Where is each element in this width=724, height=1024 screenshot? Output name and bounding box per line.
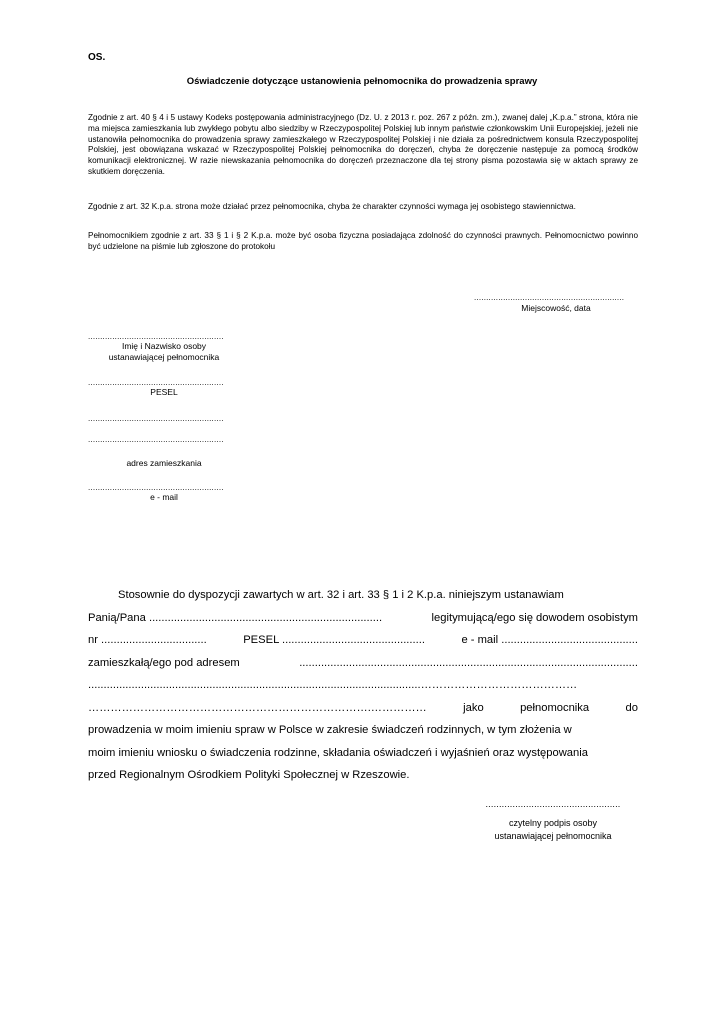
proxy-address-field[interactable]: ............................................................................................................. xyxy=(299,656,638,669)
page-title: Oświadczenie dotyczące ustanowienia pełnomocnika do prowadzenia sprawy xyxy=(186,76,538,87)
signature-label-line-1: czytelny podpis osoby xyxy=(508,818,598,828)
signature-dots: .................................................. xyxy=(485,800,621,809)
proxy-address-field-3[interactable]: ………………………………………………………………….…………… xyxy=(88,701,427,714)
statement-line-5 xyxy=(88,674,638,697)
statement-word-do: do xyxy=(625,701,638,714)
address-dots-1: ........................................................ xyxy=(88,414,224,423)
statement-line-7-text: prowadzenia w moim imieniu spraw w Polsce w zakresie świadczeń rodzinnych, w tym złożenia w xyxy=(88,724,572,736)
statement-word-pelnomocnika: pełnomocnika xyxy=(520,701,590,714)
pesel-dots: ........................................................ xyxy=(88,378,224,387)
statement-line-1 xyxy=(88,584,638,607)
name-label-line-2: ustanawiającej pełnomocnika xyxy=(108,352,220,362)
statement-line-2-text: legitymującą/ego się dowodem osobistym xyxy=(431,611,638,624)
email-field[interactable] xyxy=(88,483,240,503)
email-label: e - mail xyxy=(150,492,178,502)
name-field[interactable] xyxy=(88,332,240,363)
name-dots: ........................................................ xyxy=(88,332,224,341)
statement-line-6 xyxy=(88,697,638,720)
address-dots-2: ........................................................ xyxy=(88,435,224,444)
place-date-dots: .............................................................. xyxy=(474,293,625,302)
place-date-label: Miejscowość, data xyxy=(521,303,591,313)
statement-line-9: przed Regionalnym Ośrodkiem Polityki Społecznej w Rzeszowie. xyxy=(88,769,410,781)
statement-word-jako: jako xyxy=(463,701,484,714)
pesel-field[interactable] xyxy=(88,378,240,398)
statement-line-4 xyxy=(88,652,638,675)
id-number-field[interactable]: nr .................................. xyxy=(88,634,207,646)
proxy-address-field-2[interactable]: ...........................................................................................................…………………………………… xyxy=(88,679,578,691)
name-label-line-1: Imię i Nazwisko osoby xyxy=(121,341,207,351)
proxy-pesel-field[interactable]: PESEL .............................................. xyxy=(243,634,425,646)
statement-line-3 xyxy=(88,629,638,652)
intro-paragraph-2: Zgodnie z art. 32 K.p.a. strona może działać przez pełnomocnika, chyba że charakter czynności wymaga jej osobistego stawiennictwa. xyxy=(88,202,576,211)
email-dots: ........................................................ xyxy=(88,483,224,492)
pesel-label: PESEL xyxy=(150,387,178,397)
statement-line-1-text: Stosownie do dyspozycji zawartych w art. 32 i art. 33 § 1 i 2 K.p.a. niniejszym ustanawiam xyxy=(118,589,564,601)
statement-line-2 xyxy=(88,607,638,630)
form-code: OS. xyxy=(88,52,106,63)
signature-field[interactable] xyxy=(468,800,638,843)
proxy-email-field[interactable]: e - mail ............................................ xyxy=(461,634,638,646)
address-label: adres zamieszkania xyxy=(126,458,202,468)
intro-paragraph-1: Zgodnie z art. 40 § 4 i 5 ustawy Kodeks postępowania administracyjnego (Dz. U. z 2013 r. poz. 267 z późn. zm.), zwanej dalej „K.p.a.” strona, która nie ma miejsca zamieszkania lub zwykłego pobytu albo siedziby w Rzeczypospolitej Polskiej lub innym państwie członkowskim Unii Europejskiej, jeżeli nie ustanowiła pełnomocnika do prowadzenia sprawy zamieszkałego w Rzeczypospolitej Polskiej i nie działa za pośrednictwem konsula Rzeczypospolitej Polskiej, jest obowiązana wskazać w Rzeczypospolitej Polskiej pełnomocnika do doręczeń, chyba że doręczenie następuje za pomocą środków komunikacji elektronicznej. W razie niewskazania pełnomocnika do doręczeń przeznaczone dla tej strony pisma pozostawia się w aktach sprawy ze skutkiem doręczenia. xyxy=(88,113,638,176)
intro-paragraph-3: Pełnomocnikiem zgodnie z art. 33 § 1 i § 2 K.p.a. może być osoba fizyczna posiadająca zdolność do czynności prawnych. Pełnomocnictwo powinno być udzielone na piśmie lub zgłoszone do protokołu xyxy=(88,231,638,251)
statement-line-7 xyxy=(88,719,638,742)
place-date-field[interactable] xyxy=(474,293,638,314)
proxy-name-field[interactable]: Panią/Pana ........................................................................... xyxy=(88,611,383,624)
address-field[interactable] xyxy=(88,414,240,469)
statement-line-8-text: moim imieniu wniosku o świadczenia rodzinne, składania oświadczeń i wyjaśnień oraz występowania xyxy=(88,746,588,759)
address-label-text: zamieszkałą/ego pod adresem xyxy=(88,656,240,669)
statement-line-8 xyxy=(88,742,638,765)
signature-label-line-2: ustanawiającej pełnomocnika xyxy=(494,831,612,841)
statement-body xyxy=(88,584,638,787)
